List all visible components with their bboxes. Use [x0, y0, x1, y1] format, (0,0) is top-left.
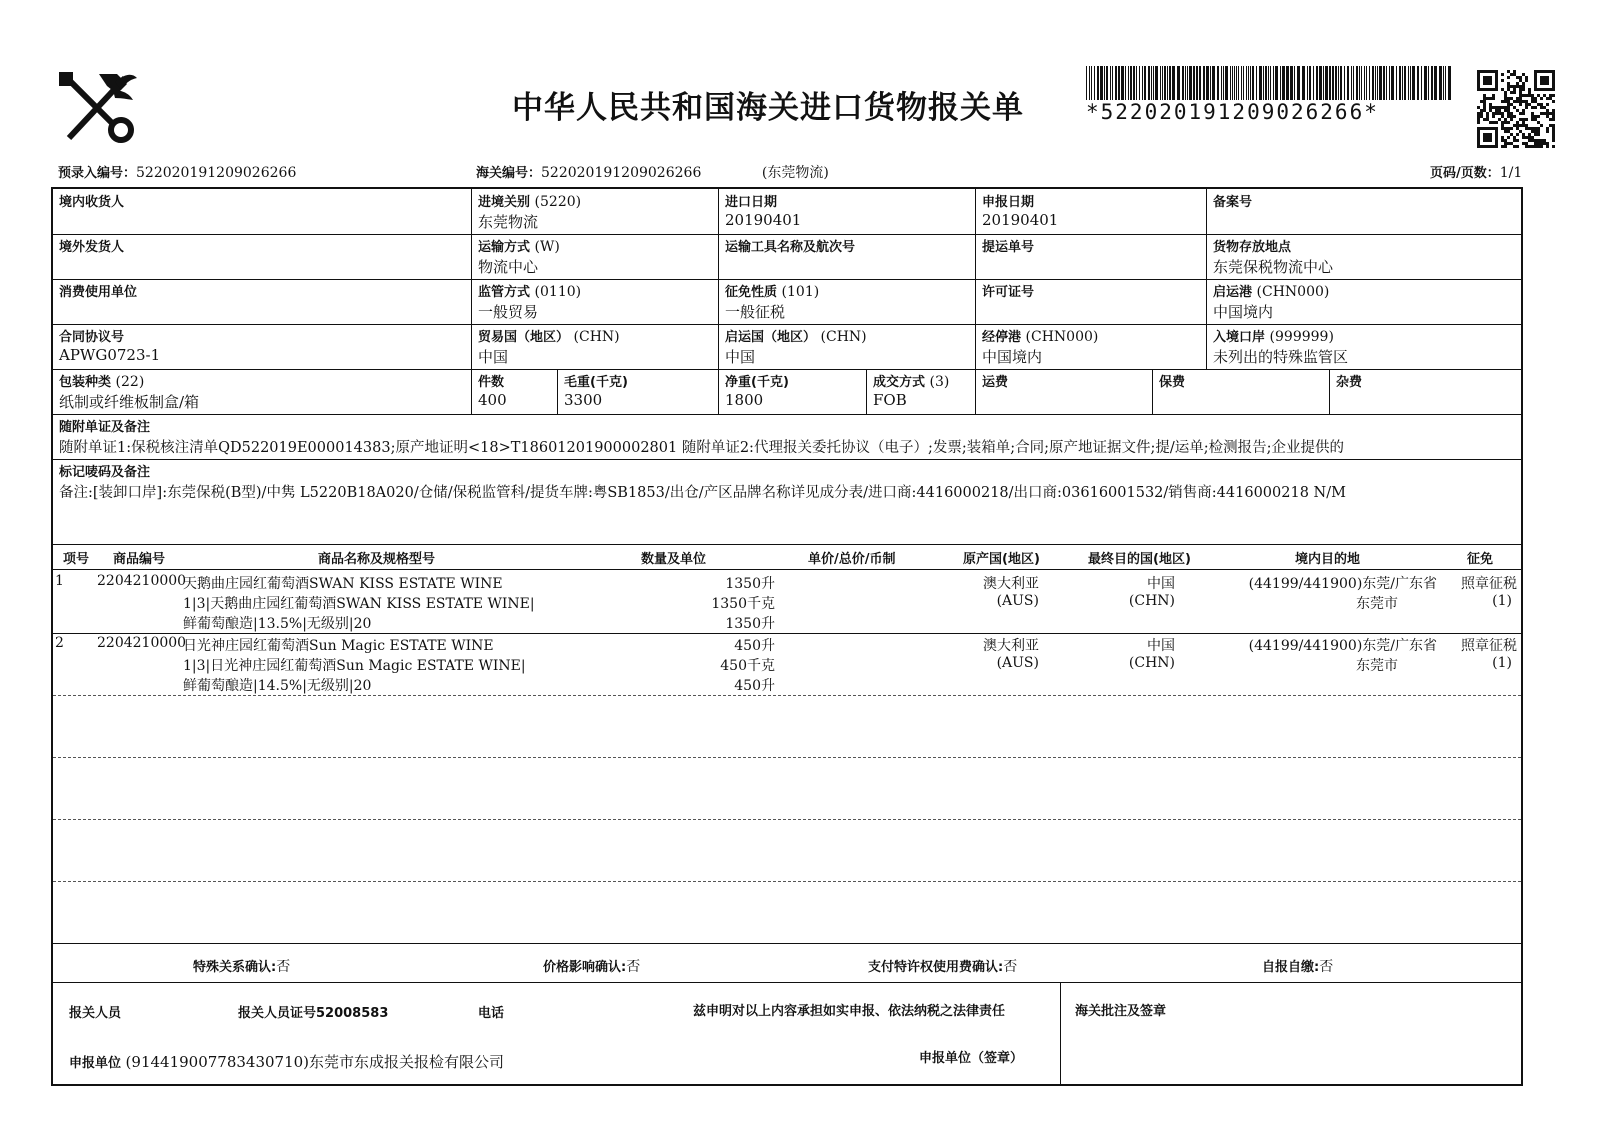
goods-1-dest: 中国: [1147, 576, 1175, 592]
entry-customs-cell: 进境关别 (5220) 东莞物流: [472, 189, 719, 234]
gross-weight-cell: 毛重(千克) 3300: [558, 369, 719, 414]
insurance-cell: 保费: [1153, 369, 1330, 414]
customs-emblem-logo: [55, 68, 140, 148]
goods-1-qty3: 1350升: [725, 616, 775, 632]
net-weight-cell: 净重(千克) 1800: [719, 369, 867, 414]
freight-cell: 运费: [976, 369, 1153, 414]
goods-header-price: 单价/总价/币制: [808, 552, 896, 567]
declaring-unit: 申报单位 (914419007783430710)东莞市东成报关报检有限公司: [69, 1053, 505, 1071]
entry-customs-value: 东莞物流: [478, 213, 539, 231]
goods-header-dest: 最终目的国(地区): [1088, 552, 1191, 567]
goods-header-tax: 征免: [1467, 552, 1494, 567]
goods-1-tax: 照章征税: [1461, 576, 1517, 592]
trade-country-cell: 贸易国（地区） (CHN) 中国: [472, 324, 719, 369]
goods-1-qty2: 1350千克: [711, 596, 775, 612]
transport-cell: 运输方式 (W) 物流中心: [472, 234, 719, 279]
goods-2-qty1: 450升: [734, 638, 775, 654]
marks-remarks-value: 备注:[装卸口岸]:东莞保税(B型)/中隽 L5220B18A020/仓储/保税监管科/提货车牌:粤SB1853/出仓/产区品牌名称详见成分表/进口商:4416000218/出口商:03616001532/销售商:4416000218 N/M: [59, 485, 1346, 501]
special-relation-confirm: 特殊关系确认:否: [193, 959, 291, 975]
royalty-confirm: 支付特许权使用费确认:否: [868, 959, 1018, 975]
shipper-cell: 境外发货人: [53, 234, 472, 279]
entry-port-value: 未列出的特殊监管区: [1213, 348, 1349, 366]
goods-2-domestic: (44199/441900)东莞/广东省: [1248, 638, 1437, 654]
goods-2-tax: 照章征税: [1461, 638, 1517, 654]
tax-nature-value: 一般征税: [725, 303, 786, 321]
consignee-cell: 境内收货人: [53, 189, 472, 234]
pieces-value: 400: [478, 391, 507, 409]
barcode-image: [1086, 66, 1456, 100]
record-no-cell: 备案号: [1213, 195, 1253, 210]
goods-header-hs: 商品编号: [113, 552, 166, 567]
origin-country-cell: 启运国（地区） (CHN) 中国: [719, 324, 976, 369]
goods-2-tax-code: (1): [1492, 655, 1512, 671]
price-influence-confirm: 价格影响确认:否: [543, 959, 641, 975]
goods-header-no: 项号: [63, 552, 90, 567]
goods-1-no: 1: [55, 573, 64, 589]
goods-2-spec: 1|3|日光神庄园红葡萄酒Sun Magic ESTATE WINE|: [183, 658, 526, 674]
package-value: 纸制或纤维板制盒/箱: [59, 393, 200, 411]
attached-docs-value: 随附单证1:保税核注清单QD522019E000014383;原产地证明<18>T18601201900002801 随附单证2:代理报关委托协议（电子）;发票;装箱单;合同;原产地证据文件;提/运单;检测报告;企业提供的: [59, 440, 1345, 456]
goods-header-name: 商品名称及规格型号: [318, 552, 436, 567]
marks-remarks-cell: 标记唛码及备注 备注:[装卸口岸]:东莞保税(B型)/中隽 L5220B18A020/仓储/保税监管科/提货车牌:粤SB1853/出仓/产区品牌名称详见成分表/进口商:4416000218/出口商:03616001532/销售商:4416000218 N/M: [59, 465, 1346, 501]
trade-country-value: 中国: [478, 348, 509, 366]
goods-1-hs: 2204210000: [97, 573, 187, 589]
goods-2-qty2: 450千克: [720, 658, 775, 674]
declarant-label: 报关人员: [69, 1006, 122, 1021]
package-cell: 包装种类 (22) 纸制或纤维板制盒/箱: [53, 369, 472, 414]
attached-docs-cell: 随附单证及备注 随附单证1:保税核注清单QD522019E000014383;原产地证明<18>T18601201900002801 随附单证2:代理报关委托协议（电子）;发票;装箱单;合同;原产地证据文件;提/运单;检测报告;企业提供的: [59, 420, 1345, 456]
goods-2-no: 2: [55, 635, 64, 651]
contract-cell: 合同协议号 APWG0723-1: [53, 324, 472, 369]
contract-value: APWG0723-1: [59, 346, 161, 364]
declaration-form: [51, 187, 1523, 1086]
goods-2-domestic-city: 东莞市: [1356, 658, 1398, 674]
import-date-cell: 进口日期 20190401: [719, 189, 976, 234]
goods-1-tax-code: (1): [1492, 593, 1512, 609]
deal-mode-value: FOB: [873, 391, 907, 409]
phone-label: 电话: [478, 1006, 505, 1021]
supervision-cell: 监管方式 (0110) 一般贸易: [472, 279, 719, 324]
vessel-cell: 运输工具名称及航次号: [719, 234, 976, 279]
supervision-value: 一般贸易: [478, 303, 539, 321]
departure-port-cell: 启运港 (CHN000) 中国境内: [1213, 284, 1330, 321]
goods-2-origin: 澳大利亚: [983, 638, 1039, 654]
import-date-value: 20190401: [725, 211, 802, 229]
goods-2-origin-code: (AUS): [996, 655, 1039, 671]
goods-1-qty1: 1350升: [725, 576, 775, 592]
misc-fee-cell: 杂费: [1336, 375, 1363, 390]
bill-cell: 提运单号: [976, 234, 1207, 279]
barcode-text: *522020191209026266*: [1086, 100, 1379, 124]
goods-1-dest-code: (CHN): [1128, 593, 1175, 609]
departure-port-value: 中国境内: [1213, 303, 1274, 321]
goods-2-hs: 2204210000: [97, 635, 187, 651]
goods-1-spec: 1|3|天鹅曲庄园红葡萄酒SWAN KISS ESTATE WINE|: [183, 596, 535, 612]
net-weight-value: 1800: [725, 391, 764, 409]
unit-seal-label: 申报单位（签章）: [919, 1051, 1024, 1066]
stop-port-value: 中国境内: [982, 348, 1043, 366]
document-title: 中华人民共和国海关进口货物报关单: [512, 90, 1024, 126]
entry-port-cell: 入境口岸 (999999) 未列出的特殊监管区: [1213, 329, 1349, 366]
goods-1-origin-code: (AUS): [996, 593, 1039, 609]
pieces-cell: 件数 400: [472, 369, 558, 414]
goods-2-qty3: 450升: [734, 678, 775, 694]
qr-code-image: [1477, 70, 1555, 148]
goods-header-origin: 原产国(地区): [963, 552, 1040, 567]
goods-1-spec2: 鲜葡萄酿造|13.5%|无级别|20: [183, 616, 372, 632]
goods-2-spec2: 鲜葡萄酿造|14.5%|无级别|20: [183, 678, 372, 694]
customs-note-label: 海关批注及签章: [1075, 1004, 1167, 1019]
goods-header-qty: 数量及单位: [641, 552, 707, 567]
license-cell: 许可证号: [976, 279, 1207, 324]
tax-nature-cell: 征免性质 (101) 一般征税: [719, 279, 976, 324]
deal-mode-cell: 成交方式 (3) FOB: [867, 369, 976, 414]
goods-1-domestic-city: 东莞市: [1356, 596, 1398, 612]
stop-port-cell: 经停港 (CHN000) 中国境内: [976, 324, 1207, 369]
goods-2-dest: 中国: [1147, 638, 1175, 654]
goods-1-name: 天鹅曲庄园红葡萄酒SWAN KISS ESTATE WINE: [183, 576, 503, 592]
declarant-cert: 报关人员证号52008583: [238, 1006, 389, 1021]
gross-weight-value: 3300: [564, 391, 603, 409]
storage-cell: 货物存放地点 东莞保税物流中心: [1213, 240, 1334, 276]
self-pay-confirm: 自报自缴:否: [1262, 959, 1334, 975]
declare-date-cell: 申报日期 20190401: [976, 189, 1207, 234]
transport-value: 物流中心: [478, 258, 539, 276]
goods-1-domestic: (44199/441900)东莞/广东省: [1248, 576, 1437, 592]
storage-value: 东莞保税物流中心: [1213, 258, 1334, 276]
goods-2-dest-code: (CHN): [1128, 655, 1175, 671]
legal-statement: 兹申明对以上内容承担如实申报、依法纳税之法律责任: [693, 1004, 1006, 1019]
consumer-cell: 消费使用单位: [53, 279, 472, 324]
goods-1-origin: 澳大利亚: [983, 576, 1039, 592]
origin-country-value: 中国: [725, 348, 756, 366]
goods-2-name: 日光神庄园红葡萄酒Sun Magic ESTATE WINE: [183, 638, 494, 654]
pre-entry-number: 预录入编号：522020191209026266: [58, 165, 297, 181]
declare-date-value: 20190401: [982, 211, 1059, 229]
page-number: 页码/页数：1/1: [1430, 165, 1523, 181]
goods-header-domestic: 境内目的地: [1295, 552, 1361, 567]
customs-number: 海关编号：522020191209026266 (东莞物流): [476, 165, 829, 181]
